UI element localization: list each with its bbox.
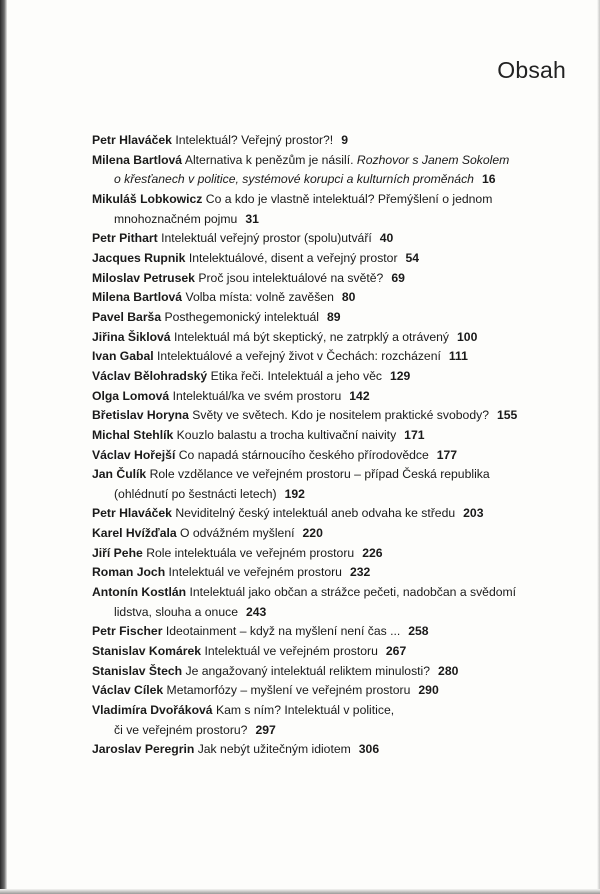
entry-page: 177 [436, 447, 458, 462]
entry-title: O odvážném myšlení [180, 526, 295, 541]
entry-title: Volba místa: volně zavěšen [185, 290, 334, 305]
entry-title-continued: (ohlédnutí po šestnácti letech) [114, 486, 277, 501]
entry-page: 155 [496, 408, 518, 423]
entry-page: 129 [389, 368, 411, 383]
toc-entry [92, 406, 562, 426]
entry-author: Václav Cílek [92, 683, 164, 698]
entry-page: 297 [255, 722, 276, 737]
entry-page: 111 [448, 349, 468, 364]
entry-title: Intelektuál ve veřejném prostoru [204, 644, 378, 659]
entry-author: Petr Pithart [92, 231, 158, 246]
entry-author: Jaroslav Peregrin [92, 742, 195, 757]
entry-author: Petr Hlaváček [92, 506, 172, 521]
entry-title: Metamorfózy – myšlení ve veřejném prostoru [166, 683, 411, 698]
entry-page: 16 [481, 172, 496, 187]
entry-author: Jiřina Šiklová [92, 329, 171, 344]
toc-entry [92, 504, 562, 524]
entry-author: Roman Joch [92, 565, 166, 580]
entry-title: Intelektuál/ka ve svém prostoru [172, 388, 342, 403]
toc-entry [92, 269, 562, 289]
entry-author: Stanislav Štech [92, 663, 183, 678]
entry-title: Ideotainment – když na myšlení není čas ... [165, 624, 401, 639]
entry-title: Intelektuál má být skeptický, ne zatrpklý a otrávený [173, 329, 450, 344]
entry-author: Petr Hlaváček [92, 133, 172, 147]
entry-page: 258 [408, 624, 429, 639]
entry-page: 9 [341, 133, 348, 147]
page-binding-shadow [0, 0, 7, 894]
toc-entry [92, 524, 562, 544]
entry-title: Jak nebýt užitečným idiotem [197, 742, 351, 757]
toc-entry [92, 446, 562, 466]
entry-author: Milena Bartlová [92, 152, 183, 167]
page-bottom-edge [0, 889, 600, 894]
entry-page: 220 [302, 526, 323, 541]
entry-title: Intelektuálové, disent a veřejný prostor [188, 250, 398, 265]
entry-author: Ivan Gabal [92, 349, 154, 364]
entry-author: Michal Stehlík [92, 427, 174, 442]
toc-entry [92, 288, 562, 308]
entry-author: Václav Hořejší [92, 447, 176, 462]
entry-title: Role vzdělance ve veřejném prostoru – případ Česká republika [149, 467, 490, 482]
entry-author: Petr Fischer [92, 624, 163, 639]
table-of-contents [92, 131, 562, 760]
toc-entry [92, 681, 562, 701]
entry-author: Vladimíra Dvořáková [92, 703, 213, 718]
toc-entry [92, 151, 562, 190]
toc-entry [92, 563, 562, 583]
entry-title: Kouzlo balastu a trocha kultivační naivity [176, 427, 397, 442]
entry-title: Kam s ním? Intelektuál v politice, [215, 703, 395, 718]
entry-page: 306 [358, 742, 380, 757]
entry-author: Jan Čulík [92, 467, 147, 482]
entry-page: 142 [349, 388, 370, 403]
entry-page: 40 [379, 231, 394, 246]
entry-title-continued: mnohoznačném pojmu [114, 211, 238, 226]
toc-entry [92, 544, 562, 564]
toc-entry [92, 740, 562, 760]
entry-author: Olga Lomová [92, 388, 170, 403]
toc-entry [92, 131, 562, 151]
entry-page: 243 [246, 604, 267, 619]
entry-title: Světy ve světech. Kdo je nositelem praktické svobody? [192, 408, 489, 423]
entry-title: Etika řeči. Intelektuál a jeho věc [210, 368, 382, 383]
entry-title: Intelektuál jako občan a strážce pečeti, nadobčan a svědomí [189, 585, 517, 600]
entry-page: 171 [404, 427, 425, 442]
entry-page: 267 [385, 644, 407, 659]
entry-title: Alternativa k penězům je násilí. [184, 152, 354, 167]
toc-entry [92, 642, 562, 662]
toc-entry [92, 249, 562, 269]
entry-page: 280 [438, 663, 459, 678]
entry-title: Intelektuálové a veřejný život v Čechách: rozcházení [157, 349, 441, 364]
entry-author: Jiří Pehe [92, 545, 143, 560]
entry-title: Role intelektuála ve veřejném prostoru [146, 545, 355, 560]
entry-subtitle: Rozhovor s Janem Sokolem [356, 152, 510, 167]
entry-page: 54 [405, 250, 420, 265]
entry-title: Co napadá stárnoucího českého přírodovědce [178, 447, 429, 462]
entry-page: 192 [284, 486, 305, 501]
toc-entry [92, 229, 562, 249]
entry-author: Václav Bělohradský [92, 368, 208, 383]
page-title: Obsah [497, 57, 566, 84]
entry-page: 203 [463, 506, 484, 521]
entry-title: Intelektuál veřejný prostor (spolu)utváří [161, 231, 372, 246]
toc-entry [92, 367, 562, 387]
toc-entry [92, 328, 562, 348]
entry-title-continued: lidstva, slouha a onuce [114, 604, 238, 619]
toc-entry [92, 387, 562, 407]
entry-title: Proč jsou intelektuálové na světě? [198, 270, 384, 285]
toc-entry [92, 583, 562, 622]
toc-entry [92, 701, 562, 740]
toc-entry [92, 622, 562, 642]
entry-page: 100 [457, 329, 478, 344]
toc-entry [92, 465, 562, 504]
entry-author: Jacques Rupnik [92, 250, 186, 265]
entry-title-continued: či ve veřejném prostoru? [114, 722, 248, 737]
entry-title: Posthegemonický intelektuál [164, 309, 319, 324]
entry-page: 226 [362, 545, 383, 560]
entry-page: 232 [349, 565, 371, 580]
entry-page: 69 [391, 270, 405, 285]
entry-page: 31 [245, 211, 259, 226]
entry-author: Břetislav Horyna [92, 408, 189, 423]
entry-author: Karel Hvížďala [92, 526, 177, 541]
entry-title: Je angažovaný intelektuál reliktem minulosti? [185, 663, 431, 678]
entry-page: 80 [341, 290, 356, 305]
entry-title: Co a kdo je vlastně intelektuál? Přemýšlení o jednom [205, 191, 493, 206]
entry-subtitle-continued: o křesťanech v politice, systémové korupci a kulturních proměnách [114, 172, 474, 187]
entry-author: Pavel Barša [92, 309, 162, 324]
entry-author: Antonín Kostlán [92, 585, 187, 600]
entry-title: Intelektuál ve veřejném prostoru [168, 565, 342, 580]
entry-page: 290 [418, 683, 439, 698]
toc-entry [92, 308, 562, 328]
toc-entry [92, 190, 562, 229]
entry-author: Mikuláš Lobkowicz [92, 191, 203, 206]
toc-entry [92, 662, 562, 682]
toc-entry [92, 426, 562, 446]
toc-entry [92, 347, 562, 367]
entry-title: Neviditelný český intelektuál aneb odvaha ke středu [175, 506, 456, 521]
entry-author: Milena Bartlová [92, 290, 183, 305]
entry-title: Intelektuál? Veřejný prostor?! [175, 133, 334, 147]
entry-page: 89 [326, 309, 341, 324]
entry-author: Miloslav Petrusek [92, 270, 195, 285]
entry-author: Stanislav Komárek [92, 644, 202, 659]
